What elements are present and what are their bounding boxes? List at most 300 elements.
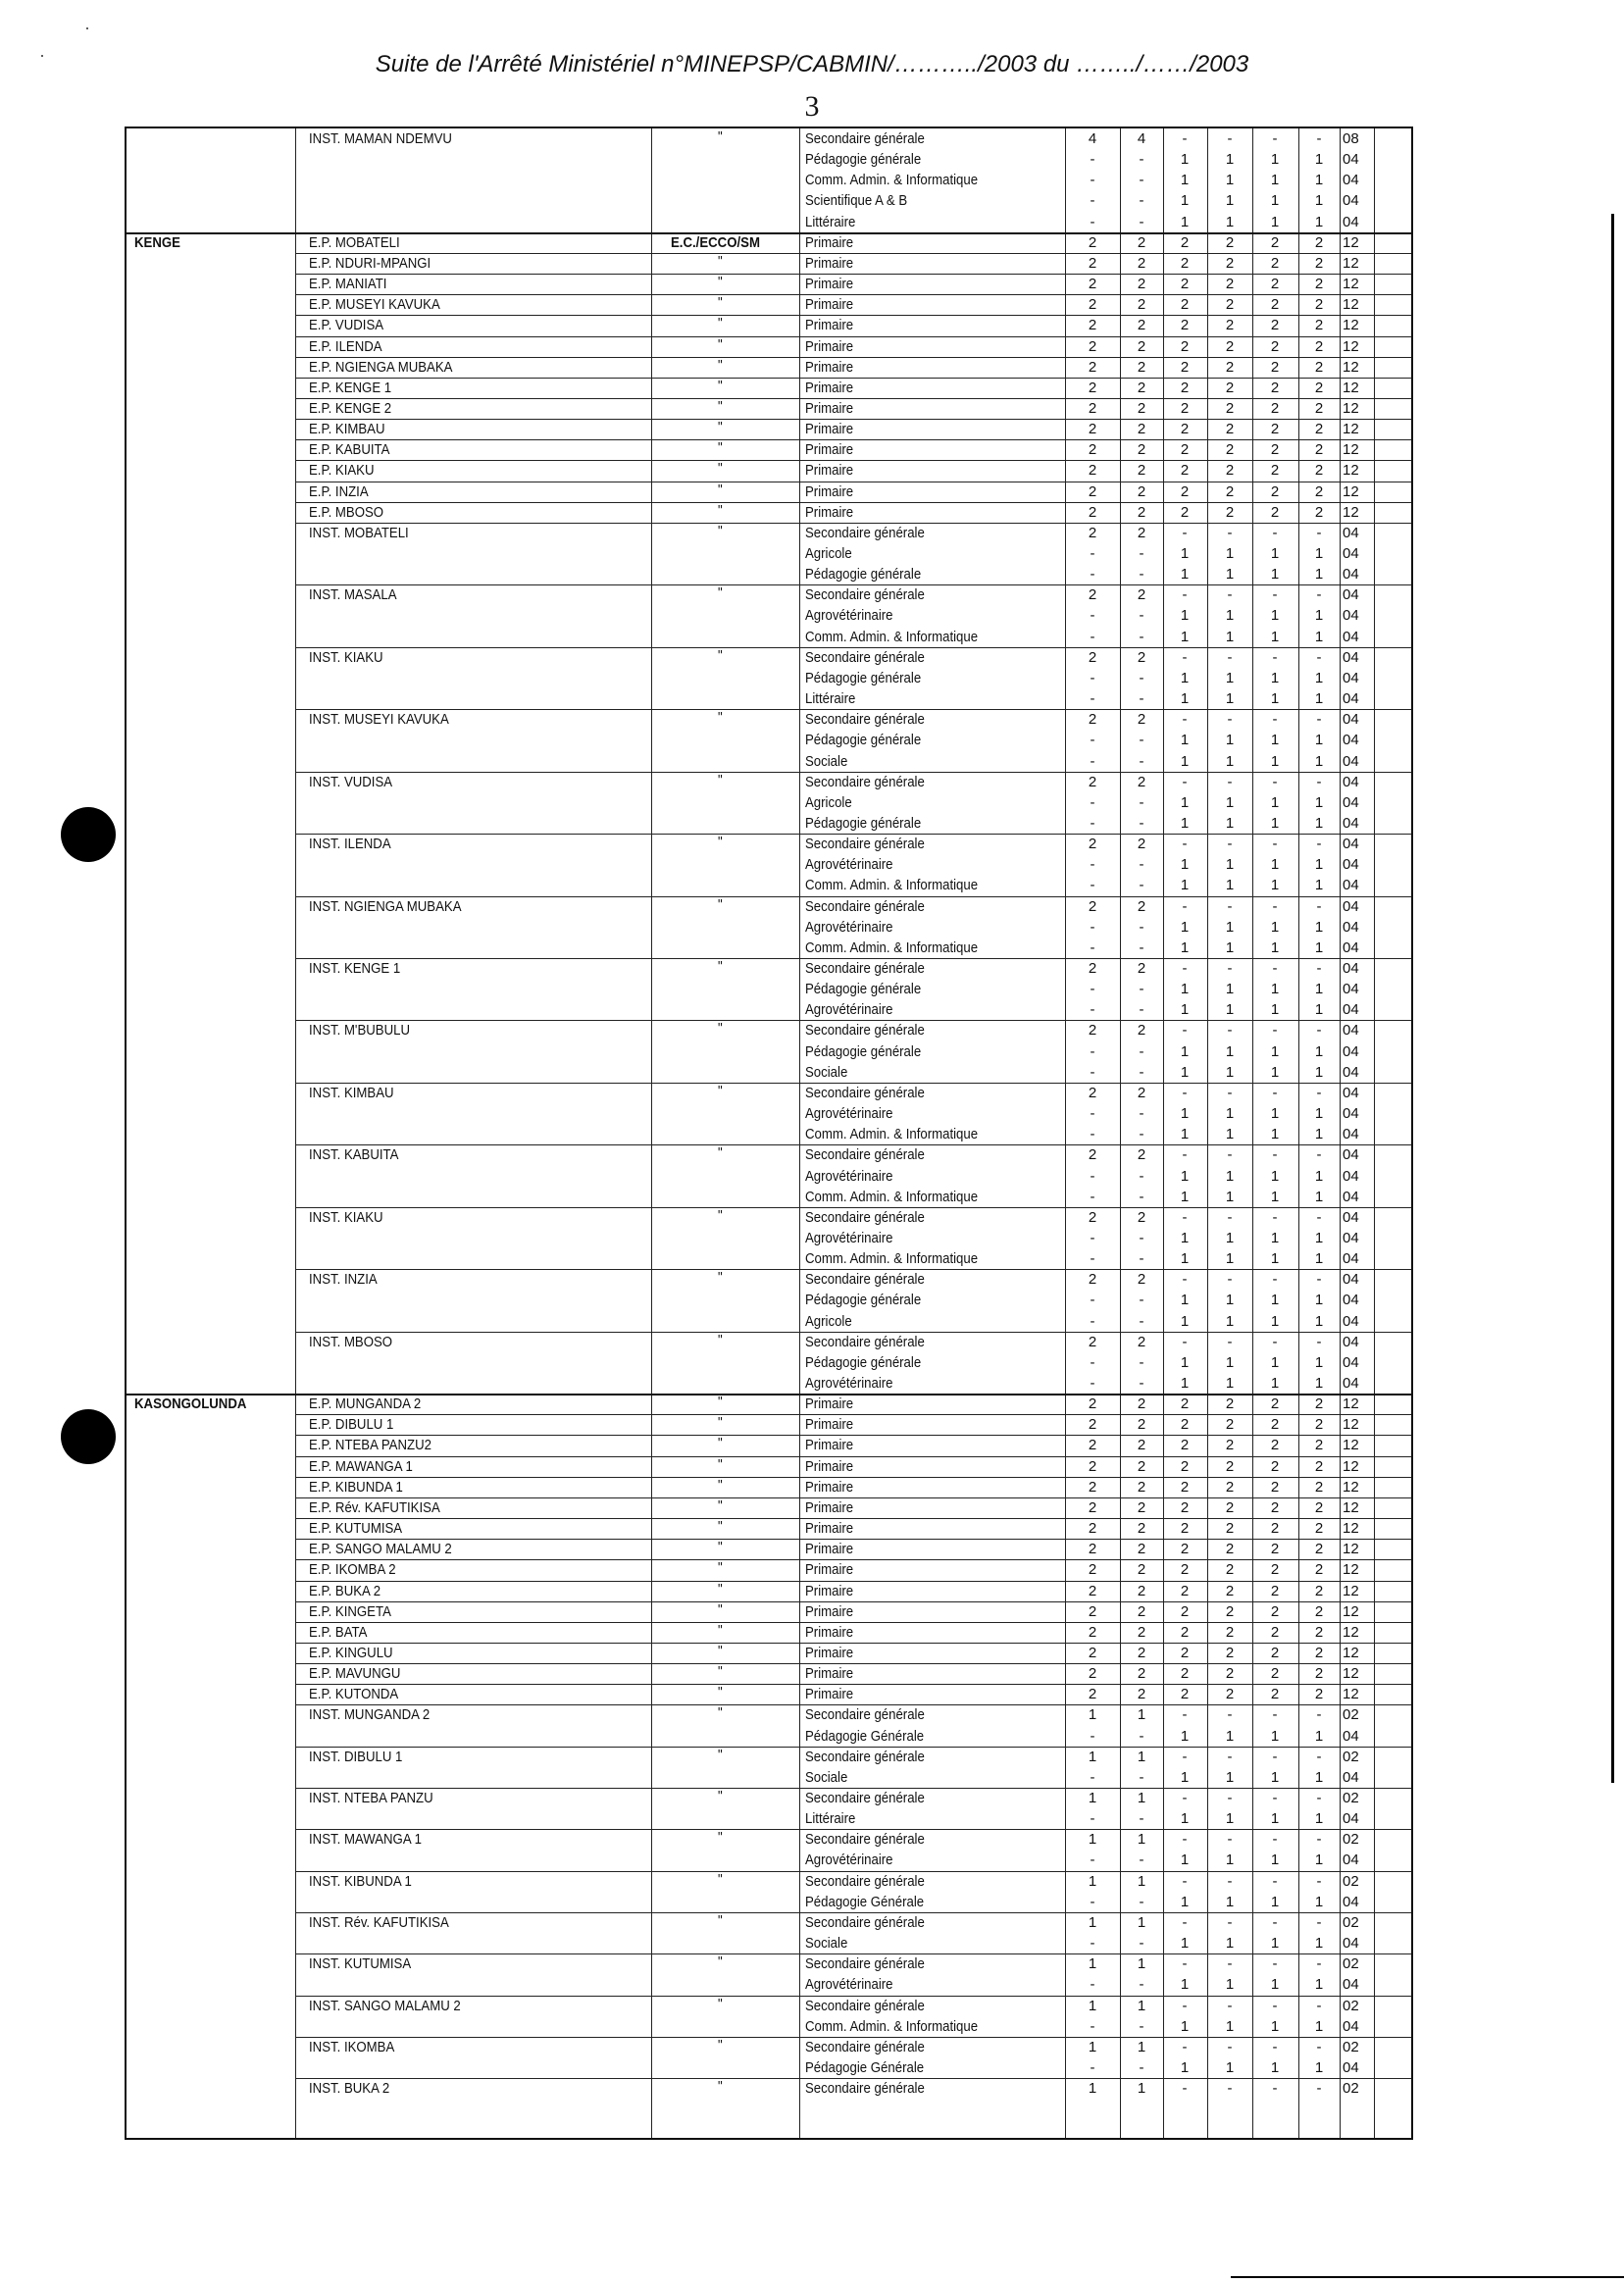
class-count: 2 xyxy=(1225,276,1235,293)
class-count: - xyxy=(1182,1997,1188,2014)
class-count: 2 xyxy=(1088,1395,1097,1413)
section-name: Comm. Admin. & Informatique xyxy=(805,2017,979,2035)
class-count: - xyxy=(1139,732,1144,749)
class-count: 2 xyxy=(1137,503,1146,521)
section-name: Primaire xyxy=(805,317,854,334)
class-count: 1 xyxy=(1270,1126,1280,1143)
class-count: 2 xyxy=(1088,1208,1097,1226)
class-count: 2 xyxy=(1088,337,1097,355)
class-count: - xyxy=(1227,1997,1233,2014)
school-name: INST. NGIENGA MUBAKA xyxy=(309,897,462,915)
section-name: Agrovétérinaire xyxy=(805,1229,893,1246)
class-count: 2 xyxy=(1225,1561,1235,1579)
class-count: 1 xyxy=(1180,814,1190,832)
class-count: - xyxy=(1182,1706,1188,1724)
school-classification: " xyxy=(718,501,723,519)
class-count: 1 xyxy=(1314,1768,1324,1786)
class-count: 2 xyxy=(1088,1416,1097,1434)
class-count: 1 xyxy=(1270,1001,1280,1019)
class-count: 1 xyxy=(1225,793,1235,811)
class-count: 2 xyxy=(1137,1208,1146,1226)
section-name: Primaire xyxy=(805,1602,854,1620)
class-count: - xyxy=(1090,1353,1095,1371)
class-count: 1 xyxy=(1270,1852,1280,1869)
class-count: - xyxy=(1139,877,1144,894)
class-count: 2 xyxy=(1088,1437,1097,1454)
class-count: 2 xyxy=(1270,337,1280,355)
class-count: - xyxy=(1139,1727,1144,1745)
class-count: 2 xyxy=(1137,482,1146,500)
total-value: 12 xyxy=(1343,276,1359,293)
row-divider xyxy=(295,896,1411,897)
class-count: 1 xyxy=(1314,545,1324,562)
class-count: - xyxy=(1090,732,1095,749)
school-name: E.P. ILENDA xyxy=(309,337,382,355)
school-name: INST. MUNGANDA 2 xyxy=(309,1706,431,1724)
section-name: Comm. Admin. & Informatique xyxy=(805,939,979,956)
total-value: 04 xyxy=(1343,1188,1359,1205)
total-value: 04 xyxy=(1343,172,1359,189)
row-divider xyxy=(295,1684,1411,1685)
section-name: Scientifique A & B xyxy=(805,192,908,210)
total-value: 04 xyxy=(1343,918,1359,936)
class-count: 1 xyxy=(1270,939,1280,956)
schools-table xyxy=(125,127,1413,2140)
class-count: 1 xyxy=(1180,1126,1190,1143)
class-count: 2 xyxy=(1180,421,1190,438)
class-count: 2 xyxy=(1088,1644,1097,1661)
school-classification: " xyxy=(718,1995,723,2012)
row-divider xyxy=(295,315,1411,316)
class-count: 2 xyxy=(1088,1582,1097,1599)
scan-mark: · xyxy=(84,18,90,37)
section-name: Agrovétérinaire xyxy=(805,607,893,625)
school-classification: " xyxy=(718,1414,723,1432)
class-count: 2 xyxy=(1180,1457,1190,1475)
class-count: 2 xyxy=(1225,296,1235,314)
class-count: 2 xyxy=(1137,358,1146,376)
class-count: - xyxy=(1139,213,1144,230)
class-count: 1 xyxy=(1225,566,1235,583)
class-count: 2 xyxy=(1225,379,1235,396)
section-name: Secondaire générale xyxy=(805,1022,925,1040)
school-name: E.P. KUTUMISA xyxy=(309,1520,403,1538)
class-count: - xyxy=(1139,1250,1144,1268)
class-count: - xyxy=(1139,793,1144,811)
class-count: 2 xyxy=(1088,317,1097,334)
class-count: 1 xyxy=(1225,1229,1235,1246)
total-value: 04 xyxy=(1343,773,1359,790)
total-value: 04 xyxy=(1343,628,1359,645)
class-count: 2 xyxy=(1225,358,1235,376)
school-classification: " xyxy=(718,646,723,664)
class-count: 2 xyxy=(1314,337,1324,355)
class-count: - xyxy=(1139,814,1144,832)
class-count: 1 xyxy=(1270,1105,1280,1123)
class-count: 1 xyxy=(1180,1727,1190,1745)
class-count: 2 xyxy=(1180,1686,1190,1703)
section-name: Secondaire générale xyxy=(805,1955,925,1973)
section-name: Pédagogie générale xyxy=(805,814,922,832)
class-count: 2 xyxy=(1225,482,1235,500)
class-count: 2 xyxy=(1137,897,1146,915)
class-count: - xyxy=(1139,1353,1144,1371)
class-count: - xyxy=(1090,1188,1095,1205)
class-count: 2 xyxy=(1270,358,1280,376)
total-value: 04 xyxy=(1343,1084,1359,1101)
total-value: 12 xyxy=(1343,233,1359,251)
class-count: - xyxy=(1139,1042,1144,1060)
class-count: - xyxy=(1090,628,1095,645)
class-count: 1 xyxy=(1180,1001,1190,1019)
section-name: Primaire xyxy=(805,1541,854,1558)
section-name: Secondaire générale xyxy=(805,1997,925,2014)
total-value: 04 xyxy=(1343,648,1359,666)
total-value: 04 xyxy=(1343,1063,1359,1081)
school-name: INST. KABUITA xyxy=(309,1146,399,1164)
class-count: 1 xyxy=(1270,732,1280,749)
class-count: 2 xyxy=(1180,1395,1190,1413)
school-classification: " xyxy=(718,1953,723,1971)
total-value: 12 xyxy=(1343,1602,1359,1620)
row-divider xyxy=(295,1643,1411,1644)
page-edge-line xyxy=(1611,214,1614,1783)
class-count: 1 xyxy=(1225,732,1235,749)
school-classification: " xyxy=(718,1829,723,1847)
class-count: - xyxy=(1227,773,1233,790)
class-count: 1 xyxy=(1225,1768,1235,1786)
class-count: 2 xyxy=(1088,399,1097,417)
class-count: 1 xyxy=(1314,1250,1324,1268)
class-count: - xyxy=(1227,1913,1233,1931)
section-name: Secondaire générale xyxy=(805,711,925,729)
school-classification: " xyxy=(718,2036,723,2054)
total-value: 04 xyxy=(1343,1167,1359,1185)
class-count: 1 xyxy=(1225,1312,1235,1330)
section-name: Primaire xyxy=(805,1561,854,1579)
class-count: 1 xyxy=(1314,1063,1324,1081)
class-count: - xyxy=(1316,1022,1322,1040)
class-count: 2 xyxy=(1225,1686,1235,1703)
column-divider xyxy=(1374,128,1375,2138)
class-count: - xyxy=(1139,545,1144,562)
class-count: 2 xyxy=(1137,711,1146,729)
class-count: 2 xyxy=(1137,337,1146,355)
class-count: - xyxy=(1182,836,1188,853)
school-classification: " xyxy=(718,1331,723,1348)
row-divider xyxy=(295,1788,1411,1789)
class-count: 1 xyxy=(1180,1292,1190,1309)
section-name: Primaire xyxy=(805,1644,854,1661)
class-count: - xyxy=(1090,690,1095,708)
class-count: 1 xyxy=(1180,172,1190,189)
school-classification: " xyxy=(718,481,723,498)
class-count: 1 xyxy=(1180,752,1190,770)
class-count: 2 xyxy=(1088,897,1097,915)
class-count: 1 xyxy=(1180,1852,1190,1869)
class-count: - xyxy=(1182,2080,1188,2098)
class-count: 1 xyxy=(1225,877,1235,894)
school-name: E.P. NGIENGA MUBAKA xyxy=(309,358,453,376)
class-count: 1 xyxy=(1270,1042,1280,1060)
school-name: INST. KIMBAU xyxy=(309,1084,394,1101)
section-name: Pédagogie générale xyxy=(805,1042,922,1060)
class-count: 2 xyxy=(1225,399,1235,417)
row-divider xyxy=(295,398,1411,399)
school-name: E.P. NDURI-MPANGI xyxy=(309,254,431,272)
school-name: E.P. KINGETA xyxy=(309,1602,391,1620)
class-count: 2 xyxy=(1137,648,1146,666)
class-count: - xyxy=(1182,1955,1188,1973)
row-divider xyxy=(295,523,1411,524)
class-count: 1 xyxy=(1180,1250,1190,1268)
row-divider xyxy=(295,1083,1411,1084)
row-divider xyxy=(295,1622,1411,1623)
school-name: E.P. Rév. KAFUTIKISA xyxy=(309,1498,440,1516)
class-count: 1 xyxy=(1314,793,1324,811)
class-count: 2 xyxy=(1180,337,1190,355)
class-count: - xyxy=(1139,1768,1144,1786)
class-count: 1 xyxy=(1314,1852,1324,1869)
class-count: - xyxy=(1316,1208,1322,1226)
total-value: 04 xyxy=(1343,793,1359,811)
school-name: INST. MUSEYI KAVUKA xyxy=(309,711,449,729)
class-count: 2 xyxy=(1088,379,1097,396)
class-count: 2 xyxy=(1314,421,1324,438)
class-count: - xyxy=(1182,1748,1188,1765)
class-count: 1 xyxy=(1270,918,1280,936)
school-classification: " xyxy=(718,1684,723,1701)
row-divider xyxy=(295,1477,1411,1478)
total-value: 04 xyxy=(1343,1250,1359,1268)
class-count: - xyxy=(1182,1208,1188,1226)
class-count: 2 xyxy=(1225,441,1235,459)
class-count: - xyxy=(1316,1872,1322,1890)
total-value: 04 xyxy=(1343,1271,1359,1289)
school-classification: " xyxy=(718,1476,723,1494)
class-count: 1 xyxy=(1137,1790,1146,1806)
class-count: - xyxy=(1090,1375,1095,1392)
class-count: 1 xyxy=(1270,151,1280,169)
section-name: Pédagogie générale xyxy=(805,566,922,583)
class-count: 2 xyxy=(1270,1457,1280,1475)
total-value: 04 xyxy=(1343,1312,1359,1330)
class-count: - xyxy=(1090,2058,1095,2076)
school-classification: " xyxy=(718,335,723,353)
class-count: - xyxy=(1272,2080,1278,2098)
school-name: INST. INZIA xyxy=(309,1271,378,1289)
class-count: - xyxy=(1090,814,1095,832)
class-count: 1 xyxy=(1180,1312,1190,1330)
class-count: - xyxy=(1090,192,1095,210)
class-count: 2 xyxy=(1137,1623,1146,1641)
class-count: 1 xyxy=(1270,1727,1280,1745)
section-name: Agricole xyxy=(805,793,852,811)
section-name: Agrovétérinaire xyxy=(805,856,893,874)
total-value: 12 xyxy=(1343,317,1359,334)
section-name: Pédagogie Générale xyxy=(805,2058,925,2076)
class-count: 1 xyxy=(1225,814,1235,832)
class-count: - xyxy=(1316,1706,1322,1724)
class-count: 2 xyxy=(1270,1644,1280,1661)
class-count: 1 xyxy=(1180,1893,1190,1910)
total-value: 04 xyxy=(1343,2058,1359,2076)
class-count: 2 xyxy=(1314,379,1324,396)
total-value: 04 xyxy=(1343,1976,1359,1994)
total-value: 04 xyxy=(1343,1229,1359,1246)
class-count: 2 xyxy=(1270,1478,1280,1496)
class-count: 2 xyxy=(1088,524,1097,541)
class-count: - xyxy=(1227,1271,1233,1289)
school-name: INST. MOBATELI xyxy=(309,524,409,541)
class-count: 1 xyxy=(1270,1976,1280,1994)
class-count: 1 xyxy=(1088,2038,1097,2055)
section-name: Sociale xyxy=(805,1063,848,1081)
class-count: 2 xyxy=(1314,317,1324,334)
class-count: 2 xyxy=(1180,1416,1190,1434)
class-count: 1 xyxy=(1180,690,1190,708)
class-count: 2 xyxy=(1137,399,1146,417)
row-divider xyxy=(295,253,1411,254)
class-count: - xyxy=(1182,897,1188,915)
class-count: 1 xyxy=(1314,151,1324,169)
section-name: Primaire xyxy=(805,1498,854,1516)
class-count: 2 xyxy=(1088,1665,1097,1683)
class-count: 1 xyxy=(1314,2058,1324,2076)
class-count: 2 xyxy=(1314,1665,1324,1683)
class-count: - xyxy=(1090,607,1095,625)
class-count: 2 xyxy=(1137,421,1146,438)
class-count: 1 xyxy=(1088,1872,1097,1890)
total-value: 04 xyxy=(1343,1852,1359,1869)
class-count: 1 xyxy=(1225,1976,1235,1994)
class-count: 2 xyxy=(1137,1498,1146,1516)
class-count: 2 xyxy=(1088,358,1097,376)
class-count: 1 xyxy=(1225,2058,1235,2076)
class-count: 2 xyxy=(1225,1395,1235,1413)
class-count: 2 xyxy=(1314,358,1324,376)
class-count: - xyxy=(1139,856,1144,874)
section-name: Comm. Admin. & Informatique xyxy=(805,1126,979,1143)
class-count: - xyxy=(1139,669,1144,686)
class-count: 2 xyxy=(1270,1582,1280,1599)
school-classification: " xyxy=(718,895,723,913)
total-value: 08 xyxy=(1343,130,1359,147)
class-count: 1 xyxy=(1225,918,1235,936)
class-count: 2 xyxy=(1137,317,1146,334)
class-count: 1 xyxy=(1180,2017,1190,2035)
class-count: - xyxy=(1090,1250,1095,1268)
total-value: 04 xyxy=(1343,213,1359,230)
class-count: 2 xyxy=(1270,1416,1280,1434)
class-count: 2 xyxy=(1137,1644,1146,1661)
school-classification: " xyxy=(718,1621,723,1639)
class-count: 2 xyxy=(1180,1623,1190,1641)
class-count: 2 xyxy=(1180,276,1190,293)
class-count: 2 xyxy=(1137,960,1146,977)
section-name: Primaire xyxy=(805,1686,854,1703)
class-count: 2 xyxy=(1314,1416,1324,1434)
class-count: 1 xyxy=(1270,1312,1280,1330)
class-count: 2 xyxy=(1137,1478,1146,1496)
class-count: - xyxy=(1090,1001,1095,1019)
class-count: 2 xyxy=(1180,358,1190,376)
class-count: - xyxy=(1139,752,1144,770)
total-value: 12 xyxy=(1343,1665,1359,1683)
class-count: 2 xyxy=(1270,1686,1280,1703)
class-count: - xyxy=(1090,1292,1095,1309)
section-name: Secondaire générale xyxy=(805,1146,925,1164)
class-count: - xyxy=(1272,711,1278,729)
row-divider xyxy=(295,294,1411,295)
class-count: - xyxy=(1139,939,1144,956)
total-value: 12 xyxy=(1343,379,1359,396)
column-divider xyxy=(1298,128,1299,2138)
school-classification: " xyxy=(718,522,723,539)
class-count: 1 xyxy=(1270,877,1280,894)
section-name: Primaire xyxy=(805,462,854,480)
class-count: 1 xyxy=(1180,628,1190,645)
total-value: 02 xyxy=(1343,1706,1359,1724)
class-count: 1 xyxy=(1314,939,1324,956)
class-count: - xyxy=(1090,1768,1095,1786)
total-value: 12 xyxy=(1343,1520,1359,1538)
class-count: 2 xyxy=(1314,1561,1324,1579)
total-value: 04 xyxy=(1343,1208,1359,1226)
school-name: E.P. VUDISA xyxy=(309,317,384,334)
section-name: Secondaire générale xyxy=(805,1872,925,1890)
class-count: 1 xyxy=(1225,1250,1235,1268)
class-count: 1 xyxy=(1270,981,1280,998)
class-count: 2 xyxy=(1225,1644,1235,1661)
class-count: 2 xyxy=(1314,233,1324,251)
section-name: Agrovétérinaire xyxy=(805,1976,893,1994)
section-name: Primaire xyxy=(805,399,854,417)
class-count: 1 xyxy=(1314,1229,1324,1246)
class-count: - xyxy=(1090,545,1095,562)
class-count: - xyxy=(1139,1063,1144,1081)
class-count: 1 xyxy=(1180,793,1190,811)
class-count: 2 xyxy=(1180,379,1190,396)
school-name: INST. KIAKU xyxy=(309,648,383,666)
class-count: - xyxy=(1316,836,1322,853)
school-classification: " xyxy=(718,315,723,332)
class-count: 1 xyxy=(1314,1312,1324,1330)
class-count: 1 xyxy=(1225,628,1235,645)
school-classification: " xyxy=(718,709,723,727)
class-count: - xyxy=(1090,1063,1095,1081)
class-count: - xyxy=(1139,1229,1144,1246)
section-name: Primaire xyxy=(805,276,854,293)
school-name: INST. NTEBA PANZU xyxy=(309,1790,433,1806)
class-count: - xyxy=(1316,1333,1322,1350)
school-name: INST. KENGE 1 xyxy=(309,960,401,977)
class-count: 2 xyxy=(1088,296,1097,314)
row-divider xyxy=(295,378,1411,379)
class-count: 2 xyxy=(1270,1520,1280,1538)
row-divider xyxy=(295,419,1411,420)
class-count: 1 xyxy=(1314,1893,1324,1910)
class-count: - xyxy=(1139,151,1144,169)
class-count: 1 xyxy=(1225,939,1235,956)
total-value: 12 xyxy=(1343,1686,1359,1703)
class-count: 1 xyxy=(1314,1976,1324,1994)
class-count: 1 xyxy=(1180,1188,1190,1205)
class-count: 1 xyxy=(1314,1810,1324,1828)
class-count: 2 xyxy=(1088,1686,1097,1703)
class-count: - xyxy=(1227,1084,1233,1101)
class-count: 2 xyxy=(1225,1437,1235,1454)
